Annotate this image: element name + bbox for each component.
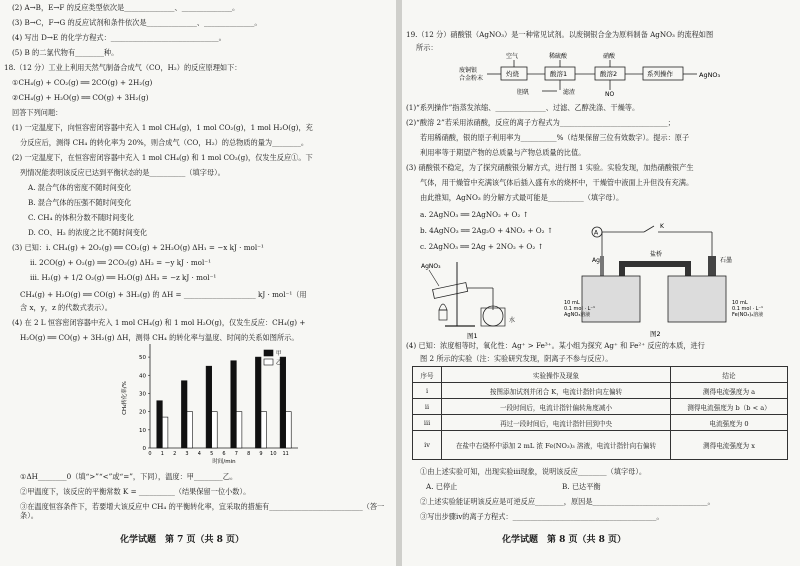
q19-4-optB: B. 已达平衡 [562,482,601,491]
q18-3-ask-b: 含 x，y，z 的代数式表示）。 [20,303,112,312]
table-cell: 测得电流强度为 a [671,383,788,399]
y-tick-label: 30 [139,391,146,398]
figure-2 [562,222,792,340]
q18-reaction-1: ①CH₄(g) + CO₂(g) ══ 2CO(g) + 2H₂(g) [12,78,153,87]
chart-bars [157,357,291,448]
q19-3-b: 气体，用干燥管中充满该气体后插入盛有水的烧杯中，干燥管中液面上升但没有充满。 [420,178,694,187]
q19-1: (1)“系列操作”指蒸发浓缩、______________、过滤、乙醇洗涤、干燥等。 [406,103,640,112]
y-tick-label: 20 [139,409,146,416]
x-tick-label: 11 [282,451,289,457]
flow-filt: 滤渣 [563,89,576,96]
bar-甲-1 [157,401,163,448]
q18-3-ask-a: CH₄(g) + H₂O(g) ══ CO(g) + 3H₂(g) 的 ΔH = ____________________ kJ · mol⁻¹（用 [20,290,307,299]
q19-3-opt-a: a. 2AgNO₃ ══ 2AgNO₂ + O₂ ↑ [420,210,529,219]
svg-text:10 mL: 10 mL [732,300,748,306]
x-tick-label: 7 [234,451,238,457]
q19-2-a: (2)“酸溶 2”若采用浓硝酸，反应的离子方程式为______________________________； [406,118,675,127]
svg-text:10 mL: 10 mL [564,300,580,306]
q18-2-optD: D. CO、H₂ 的浓度之比不随时间变化 [28,228,148,237]
bar-乙-11 [286,412,292,448]
table-cell: 再过一段时间后，电流计指针回到中央 [442,415,671,431]
bar-乙-9 [261,412,267,448]
q19-4-optA: A. 已停止 [426,482,458,491]
bar-甲-3 [181,381,187,448]
y-tick-label: 50 [139,355,146,362]
x-axis-label: 时间/min [212,459,236,465]
q18-4-sub2: ②甲温度下，该反应的平衡常数 K = __________（结果保留一位小数）。 [20,487,251,496]
table-cell: 测得电流强度为 x [671,431,788,460]
q18-3-iii: ⅲ. H₂(g) + 1/2 O₂(g) ══ H₂O(g) ΔH₃ = −z kJ · mol⁻¹ [30,273,217,282]
q18-3-i: (3) 已知：ⅰ. CH₄(g) + 2O₂(g) ══ CO₂(g) + 2H₂O(g) ΔH₁ = −x kJ · mol⁻¹ [12,243,264,252]
svg-text:盐桥: 盐桥 [650,251,663,258]
svg-text:K: K [660,223,664,230]
svg-text:酸溶1: 酸溶1 [550,70,568,78]
bar-乙-7 [236,412,242,448]
flow-no: NO [605,91,615,98]
legend-label: 乙 [276,360,282,366]
bar-乙-1 [162,417,168,448]
legend-label: 甲 [276,351,282,357]
q19-4-a: (4) 已知：浓度相等时，氧化性：Ag⁺ > Fe³⁺。某小组为探究 Ag⁺ 和 Fe²⁺ 反应的本质，进行 [406,341,705,350]
q17-3: (3) B→C，F→G 的反应试剂和条件依次是______________、______________。 [12,18,262,27]
table-header-row [413,367,788,383]
q19-2-b: 若用稀硝酸，银的原子利用率为__________%（结果保留三位有效数字）。提示：原子 [420,133,690,142]
q18-2-optB: B. 混合气体的压强不随时间变化 [28,198,132,207]
flow-acid-1: 稀硫酸 [549,53,568,60]
q19-4-sub1: ①由上述实验可知，出现实验ⅲ现象，说明该反应________（填字母）。 [420,467,647,476]
left-page [0,0,396,566]
svg-text:AgNO₃: AgNO₃ [421,263,441,270]
y-tick-label: 10 [139,427,146,434]
q19-title: 19.（12 分）硝酸银（AgNO₃）是一种常见试剂。以废铜银合金为原料制备 AgNO₃ 的流程如图 [406,30,714,39]
svg-text:Fe(NO₃)₂溶液: Fe(NO₃)₂溶液 [732,312,764,318]
q17-5: (5) B 的二氯代物有________种。 [12,48,119,57]
q18-2-b: 列情况能表明该反应已达到平衡状态的是__________（填字母）。 [20,168,225,177]
table-cell: 在盐中右烧杯中添加 2 mL 浓 Fe(NO₃)₃ 溶液，电流计指针向右偏转 [442,431,671,460]
svg-text:0.1 mol · L⁻¹: 0.1 mol · L⁻¹ [564,306,596,312]
bar-乙-3 [187,412,193,448]
legend-swatch [264,359,273,365]
table-cell: 一段时间后，电流计指针偏转角度减小 [442,399,671,415]
flow-product: AgNO₃ [699,71,721,79]
q19-title-2: 所示： [416,43,438,52]
table-row [413,431,788,460]
q18-1-b: 分反应后，测得 CH₄ 的转化率为 20%，则合成气（CO，H₂）的总物质的量为________。 [20,138,309,147]
table-row [413,383,788,399]
legend-swatch [264,350,273,356]
bar-甲-11 [280,357,286,448]
q19-4-b: 图 2 所示的实验（注：实验研究发现，阴离子不参与反应）。 [420,354,613,363]
x-tick-label: 4 [197,451,201,457]
svg-text:0.1 mol · L⁻¹: 0.1 mol · L⁻¹ [732,306,764,312]
q18-2-optA: A. 混合气体的密度不随时间变化 [28,183,132,192]
svg-text:系列操作: 系列操作 [647,70,673,78]
table-cell: ⅳ [413,431,442,460]
table-cell: 电流强度为 0 [671,415,788,431]
q17-2: (2) A→B，E→F 的反应类型依次是______________、______________。 [12,3,240,12]
table-row [413,415,788,431]
q18-4-sub1: ①ΔH________0（填“>”“<”或“=”，下同），温度：甲________乙。 [20,472,238,481]
x-tick-label: 0 [148,451,152,457]
svg-text:图1: 图1 [467,332,478,340]
q18-1-a: (1) 一定温度下，向恒容密闭容器中充入 1 mol CH₄(g)，1 mol CO₂(g)，1 mol H₂O(g)，充 [12,123,313,132]
svg-text:AgNO₃溶液: AgNO₃溶液 [564,312,591,318]
x-tick-label: 10 [270,451,277,457]
flow-feed-1: 废铜银 [459,67,478,74]
svg-text:石墨: 石墨 [720,257,733,264]
q18-2-optC: C. CH₄ 的体积分数不随时间变化 [28,213,134,222]
svg-text:酸溶2: 酸溶2 [600,70,618,78]
q19-3-a: (3) 硝酸银不稳定，为了探究硝酸银分解方式，进行图 1 实验。实验发现，加热硝酸银产生 [406,163,694,172]
q19-4-sub3: ③写出步骤ⅳ的离子方程式：________________________________________。 [420,512,664,521]
y-axis-label: CH₄转化率/% [122,381,128,415]
bar-甲-5 [206,366,212,448]
y-tick-label: 40 [139,373,146,380]
q19-2-c: 利用率等于期望产物的总质量与产物总质量的比值。 [420,148,586,157]
q18-4-b: H₂O(g) ══ CO(g) + 3H₂(g) ΔH，测得 CH₄ 的转化率与温度、时间的关系如图所示。 [20,333,299,342]
x-tick-label: 2 [173,451,177,457]
q18-4-sub3: ③在温度恒容条件下，若要增大该反应中 CH₄ 的平衡转化率，宜采取的措施有__________________________（答一条）。 [20,502,385,520]
table-header-cell: 实验操作及现象 [442,367,671,383]
x-tick-label: 3 [185,451,189,457]
conversion-bar-chart [118,340,308,465]
table-cell: ⅱ [413,399,442,415]
table-header-cell: 结论 [671,367,788,383]
table-header-cell: 序号 [413,367,442,383]
q19-3-opt-c: c. 2AgNO₃ ══ 2Ag + 2NO₂ + O₂ ↑ [420,242,544,251]
x-tick-label: 9 [259,451,263,457]
table-cell: 测得电流强度为 b（b < a） [671,399,788,415]
flow-byproduct: 胆矾 [517,89,530,96]
table-cell: ⅲ [413,415,442,431]
table-cell: ⅰ [413,383,442,399]
flow-acid-2: 硝酸 [603,53,616,60]
table-row [413,399,788,415]
svg-text:A: A [594,229,599,237]
bar-甲-7 [231,361,237,448]
figure-1 [417,258,537,340]
right-page [402,0,800,566]
q18-title: 18.（12 分）工业上利用天然气制备合成气（CO，H₂）的反应原理如下： [4,63,242,72]
left-footer: 化学试题 第 7 页（共 8 页） [120,535,245,545]
q19-4-sub2: ②上述实验能证明该反应是可逆反应________，原因是________________________________。 [420,497,715,506]
flow-diagram [457,52,747,98]
x-tick-label: 1 [160,451,164,457]
q18-4-a: (4) 在 2 L 恒容密闭容器中充入 1 mol CH₄(g) 和 1 mol H₂O(g)，仅发生反应：CH₄(g) + [12,318,306,327]
table-cell: 按图添加试剂并闭合 K，电流计指针向左偏转 [442,383,671,399]
q18-3-ii: ⅱ. 2CO(g) + O₂(g) ══ 2CO₂(g) ΔH₂ = −y kJ · mol⁻¹ [30,258,211,267]
x-tick-label: 8 [247,451,251,457]
bar-乙-5 [212,412,218,448]
q18-2-a: (2) 一定温度下，在恒容密闭容器中充入 1 mol CH₄(g) 和 1 mol CO₂(g)，仅发生反应①。下 [12,153,313,162]
right-footer: 化学试题 第 8 页（共 8 页） [502,535,627,545]
q19-3-c: 由此推知，AgNO₃ 的分解方式最可能是__________（填字母）。 [420,193,624,202]
q17-4: (4) 写出 D→E 的化学方程式：______________________________。 [12,33,226,42]
svg-text:灼烧: 灼烧 [506,70,519,78]
svg-text:Ag: Ag [592,257,600,264]
q18-reaction-2: ②CH₄(g) + H₂O(g) ══ CO(g) + 3H₂(g) [12,93,149,102]
x-tick-label: 5 [210,451,214,457]
q18-prompt: 回答下列问题： [12,108,63,117]
q19-3-opt-b: b. 4AgNO₃ ══ 2Ag₂O + 4NO₂ + O₂ ↑ [420,226,553,235]
y-tick-label: 0 [142,446,146,452]
x-tick-label: 6 [222,451,226,457]
flow-air: 空气 [506,53,519,60]
experiment-table [412,366,788,460]
svg-text:图2: 图2 [650,330,661,338]
bar-甲-9 [255,357,261,448]
flow-feed-2: 合金粉末 [459,75,484,82]
svg-text:水: 水 [509,317,516,324]
